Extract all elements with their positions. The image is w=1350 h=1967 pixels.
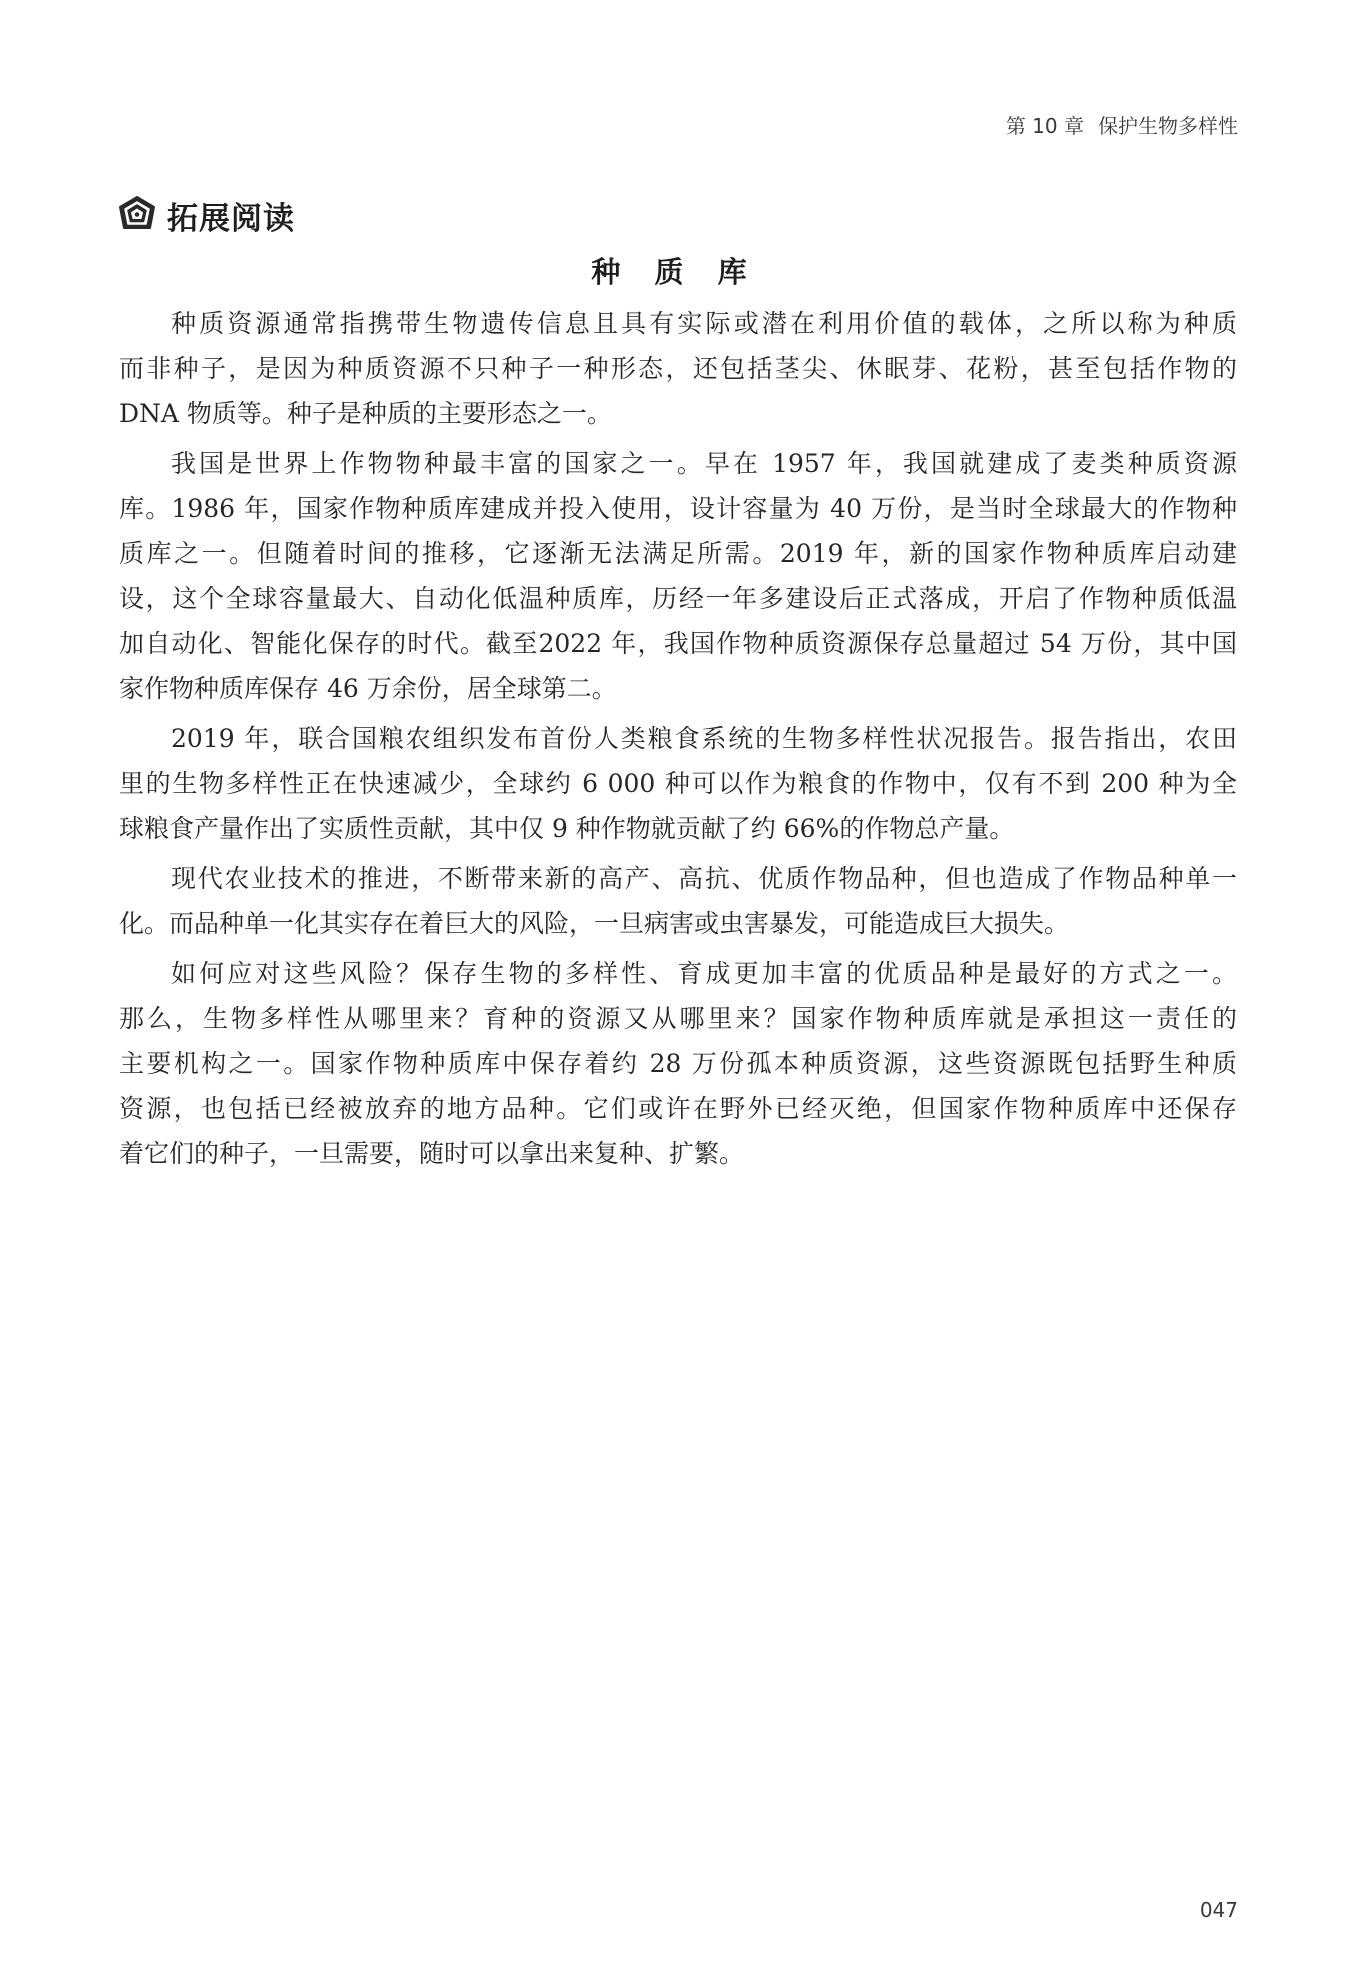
extended-reading-icon — [117, 195, 157, 235]
section-label: 拓展阅读 — [167, 200, 295, 237]
text-line: 而非种子，是因为种质资源不只种子一种形态，还包括茎尖、休眠芽、花粉，甚至包括作物的 — [119, 354, 1237, 383]
paragraph — [119, 716, 1237, 851]
text-line: 设，这个全球容量最大、自动化低温种质库，历经一年多建设后正式落成，开启了作物种质低温 — [119, 584, 1237, 613]
text-line: 现代农业技术的推进，不断带来新的高产、高抗、优质作物品种，但也造成了作物品种单一 — [171, 864, 1237, 893]
page-number: 047 — [1199, 1898, 1238, 1922]
text-line: 里的生物多样性正在快速减少，全球约 6 000 种可以作为粮食的作物中，仅有不到 200 种为全 — [119, 769, 1237, 798]
text-line: 着它们的种子，一旦需要，随时可以拿出来复种、扩繁。 — [119, 1139, 745, 1168]
text-line: 质库之一。但随着时间的推移，它逐渐无法满足所需。2019 年，新的国家作物种质库启动建 — [119, 539, 1237, 568]
text-line: 2019 年，联合国粮农组织发布首份人类粮食系统的生物多样性状况报告。报告指出，农田 — [171, 724, 1237, 753]
text-line: 那么，生物多样性从哪里来？育种的资源又从哪里来？国家作物种质库就是承担这一责任的 — [119, 1004, 1237, 1033]
article-body — [119, 301, 1237, 1181]
chapter-number: 第 10 章 — [1005, 114, 1084, 138]
text-line: 资源，也包括已经被放弃的地方品种。它们或许在野外已经灭绝，但国家作物种质库中还保存 — [119, 1094, 1237, 1123]
paragraph — [119, 301, 1237, 436]
text-line: 化。而品种单一化其实存在着巨大的风险，一旦病害或虫害暴发，可能造成巨大损失。 — [119, 909, 1070, 938]
text-line: 种质资源通常指携带生物遗传信息且具有实际或潜在利用价值的载体，之所以称为种质 — [171, 309, 1237, 338]
paragraph — [119, 951, 1237, 1176]
text-line: 家作物种质库保存 46 万余份，居全球第二。 — [119, 674, 617, 703]
paragraph — [119, 441, 1237, 711]
text-line: 主要机构之一。国家作物种质库中保存着约 28 万份孤本种质资源，这些资源既包括野生种质 — [119, 1049, 1237, 1078]
chapter-title: 保护生物多样性 — [1098, 114, 1238, 138]
running-header — [1006, 110, 1238, 139]
section-heading — [117, 193, 295, 237]
text-line: DNA 物质等。种子是种质的主要形态之一。 — [119, 399, 612, 428]
article-title: 种 质 库 — [591, 255, 759, 289]
text-line: 库。1986 年，国家作物种质库建成并投入使用，设计容量为 40 万份，是当时全球最大的作物种 — [119, 494, 1237, 523]
paragraph — [119, 856, 1237, 946]
text-line: 我国是世界上作物物种最丰富的国家之一。早在 1957 年，我国就建成了麦类种质资源 — [171, 449, 1237, 478]
text-line: 如何应对这些风险？保存生物的多样性、育成更加丰富的优质品种是最好的方式之一。 — [171, 959, 1237, 988]
text-line: 球粮食产量作出了实质性贡献，其中仅 9 种作物就贡献了约 66%的作物总产量。 — [119, 814, 1015, 843]
text-line: 加自动化、智能化保存的时代。截至2022 年，我国作物种质资源保存总量超过 54 万份，其中国 — [119, 629, 1237, 658]
